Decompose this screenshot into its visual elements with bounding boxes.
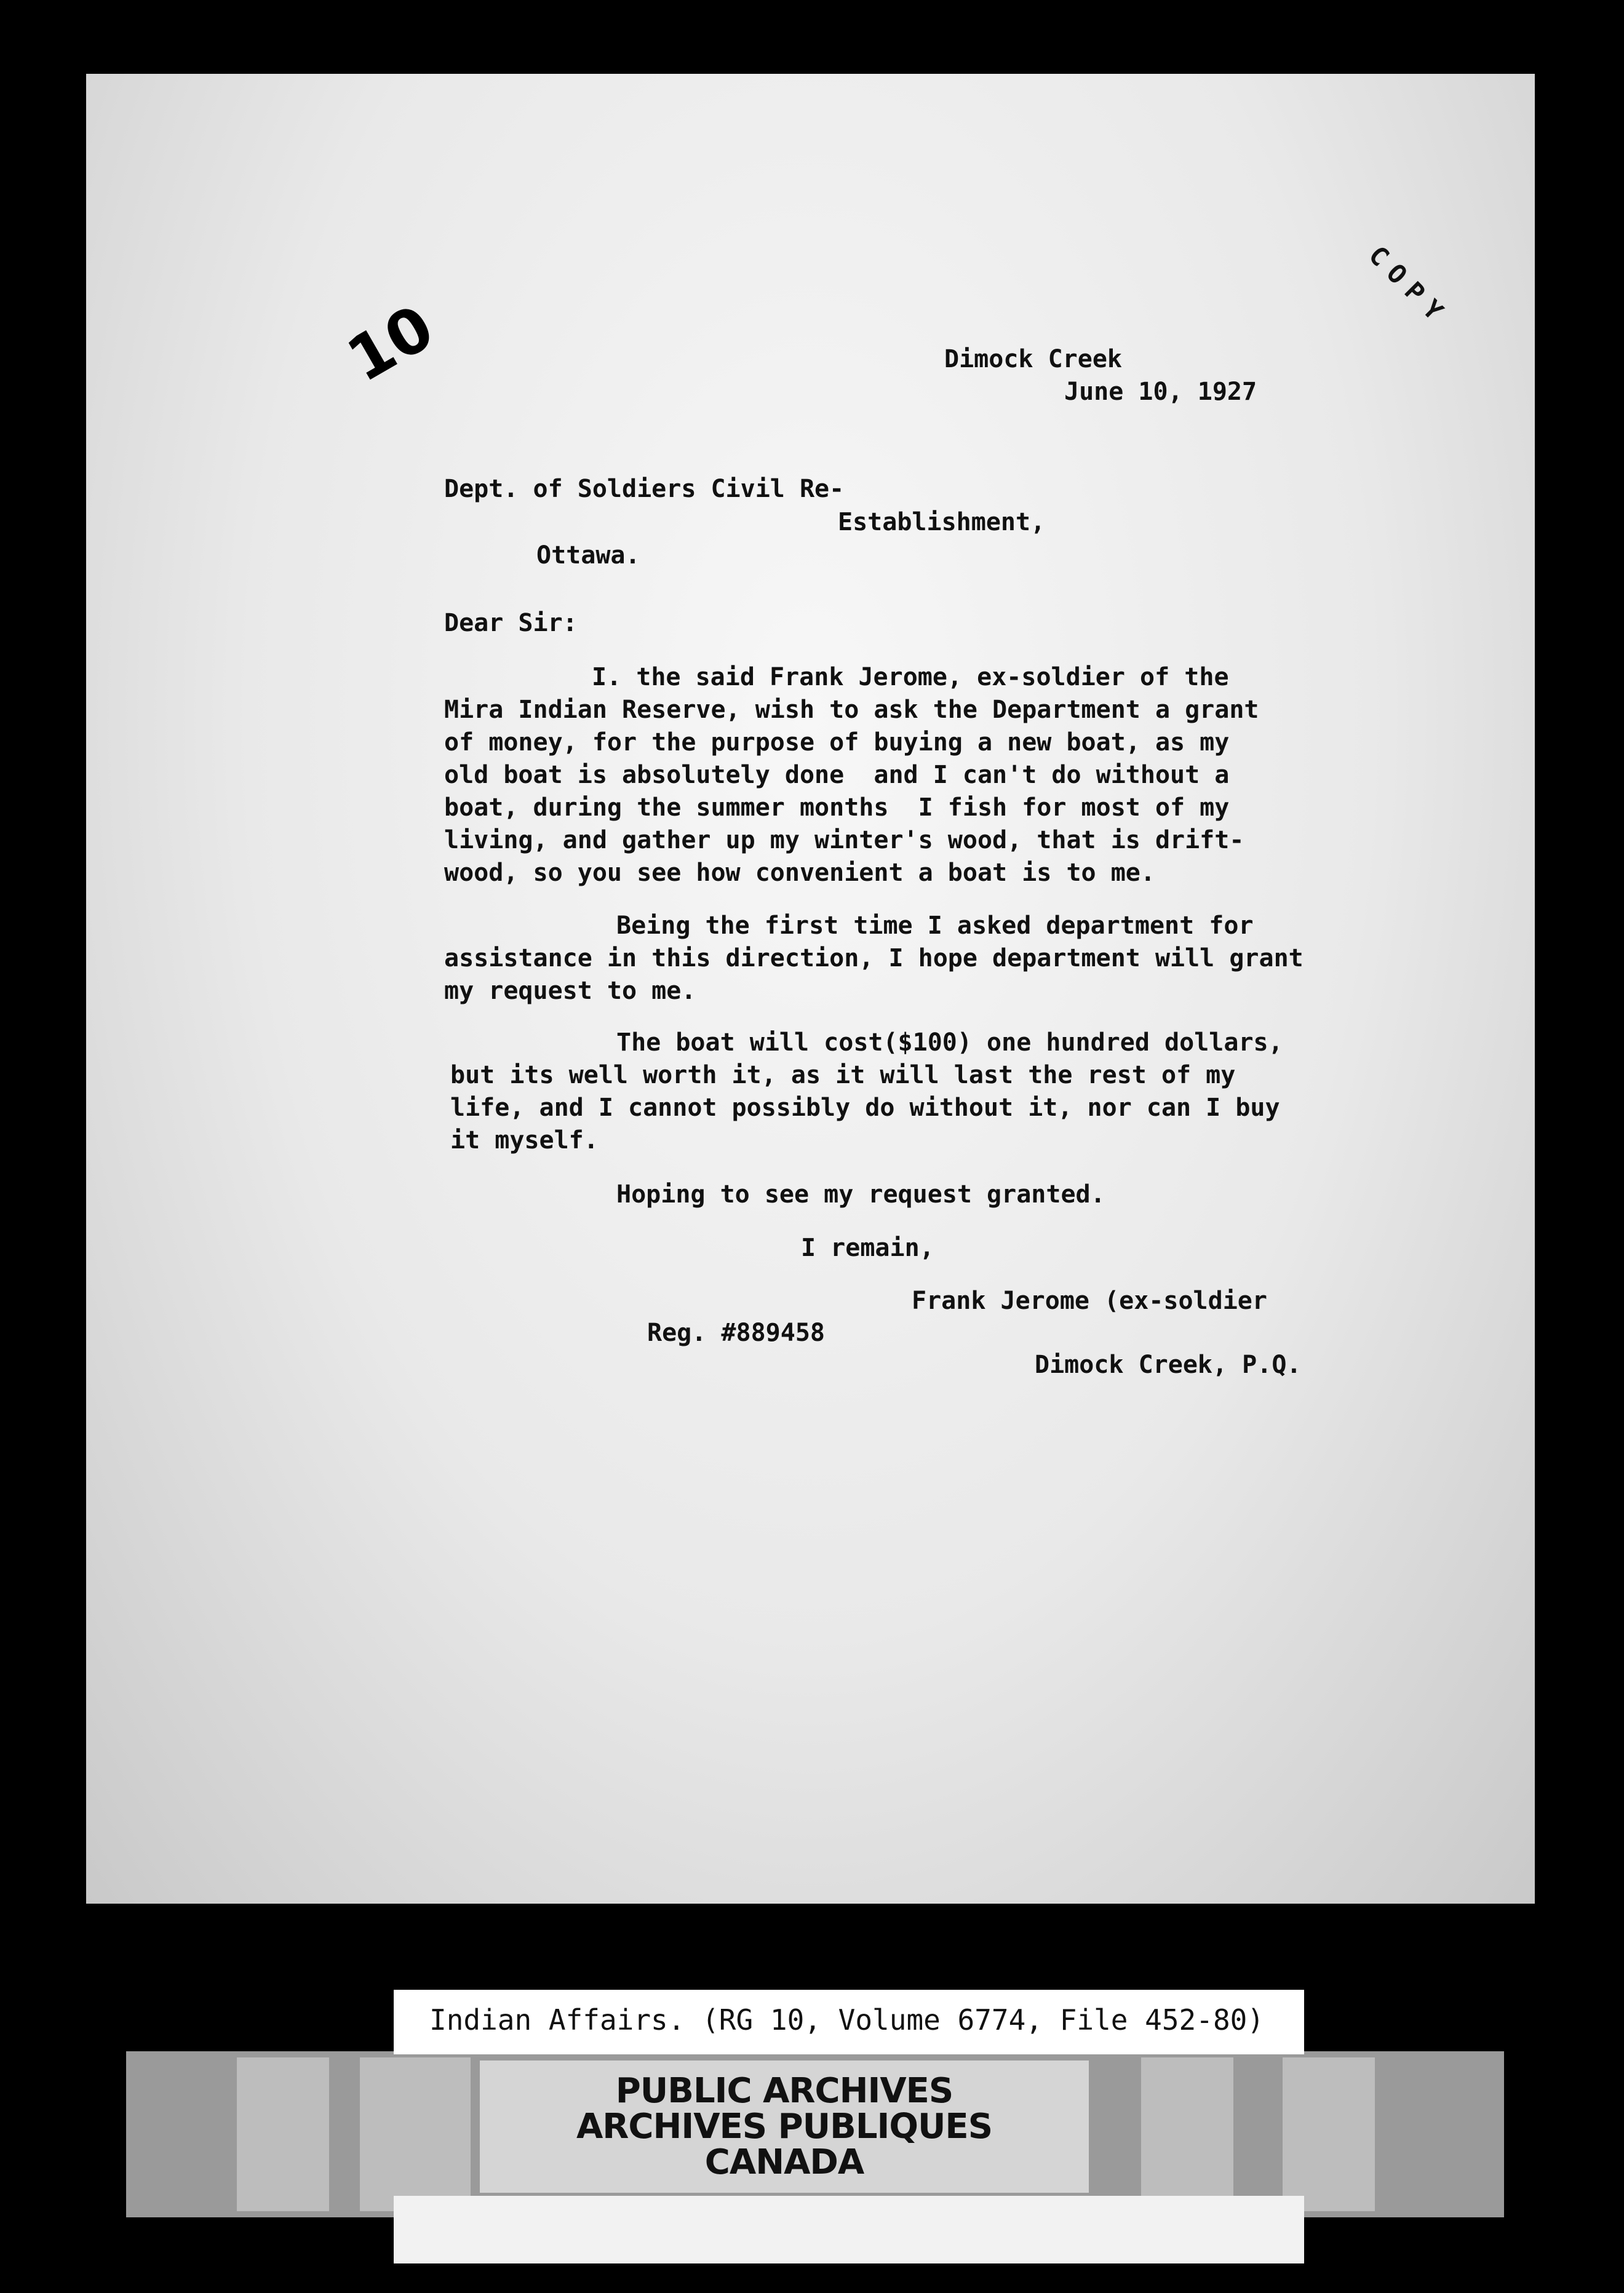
signature-place: Dimock Creek, P.Q. bbox=[1035, 1351, 1302, 1379]
body-line: wood, so you see how convenient a boat is to me. bbox=[444, 859, 1155, 887]
recipient-line: Establishment, bbox=[838, 508, 1046, 536]
reg-number: Reg. #889458 bbox=[647, 1319, 825, 1347]
strip-tab bbox=[1283, 2057, 1375, 2211]
page-number-mark: 10 bbox=[335, 291, 446, 396]
archives-stamp-line: ARCHIVES PUBLIQUES bbox=[576, 2106, 993, 2147]
salutation: Dear Sir: bbox=[444, 609, 578, 637]
archive-reference-text: Indian Affairs. (RG 10, Volume 6774, File 452-80) bbox=[429, 2003, 1265, 2037]
strip-tab bbox=[1141, 2057, 1233, 2211]
closing-line: Hoping to see my request granted. bbox=[616, 1180, 1105, 1209]
body-line: my request to me. bbox=[444, 977, 696, 1005]
archives-stamp-line: PUBLIC ARCHIVES bbox=[615, 2070, 953, 2111]
body-line: it myself. bbox=[450, 1126, 599, 1154]
letter-date: June 10, 1927 bbox=[1064, 378, 1257, 406]
archives-stamp-line: CANADA bbox=[704, 2142, 864, 2182]
closing-remain: I remain, bbox=[801, 1234, 934, 1262]
strip-tab bbox=[237, 2057, 329, 2211]
strip-tab bbox=[360, 2057, 471, 2211]
archives-stamp bbox=[480, 2061, 1089, 2193]
body-line: Being the first time I asked department for bbox=[616, 912, 1254, 940]
recipient-city: Ottawa. bbox=[536, 541, 640, 570]
bottom-blank-label bbox=[394, 2196, 1304, 2263]
body-line: of money, for the purpose of buying a new boat, as my bbox=[444, 728, 1230, 757]
letter-page bbox=[86, 74, 1535, 1904]
body-line: living, and gather up my winter's wood, that is drift- bbox=[444, 826, 1244, 854]
body-line: life, and I cannot possibly do without it, nor can I buy bbox=[450, 1094, 1280, 1122]
copy-stamp: COPY bbox=[1363, 240, 1456, 333]
body-line: boat, during the summer months I fish for most of my bbox=[444, 793, 1230, 822]
body-line: but its well worth it, as it will last the rest of my bbox=[450, 1061, 1236, 1089]
body-line: The boat will cost($100) one hundred dollars, bbox=[616, 1028, 1283, 1057]
signature: Frank Jerome (ex-soldier bbox=[912, 1287, 1267, 1315]
archive-reference-label bbox=[394, 1990, 1304, 2054]
body-line: assistance in this direction, I hope department will grant bbox=[444, 944, 1304, 972]
body-line: Mira Indian Reserve, wish to ask the Department a grant bbox=[444, 696, 1259, 724]
body-line: I. the said Frank Jerome, ex-soldier of the bbox=[592, 663, 1229, 691]
letter-place: Dimock Creek bbox=[944, 345, 1122, 373]
recipient-line: Dept. of Soldiers Civil Re- bbox=[444, 475, 845, 503]
body-line: old boat is absolutely done and I can't do without a bbox=[444, 761, 1230, 789]
